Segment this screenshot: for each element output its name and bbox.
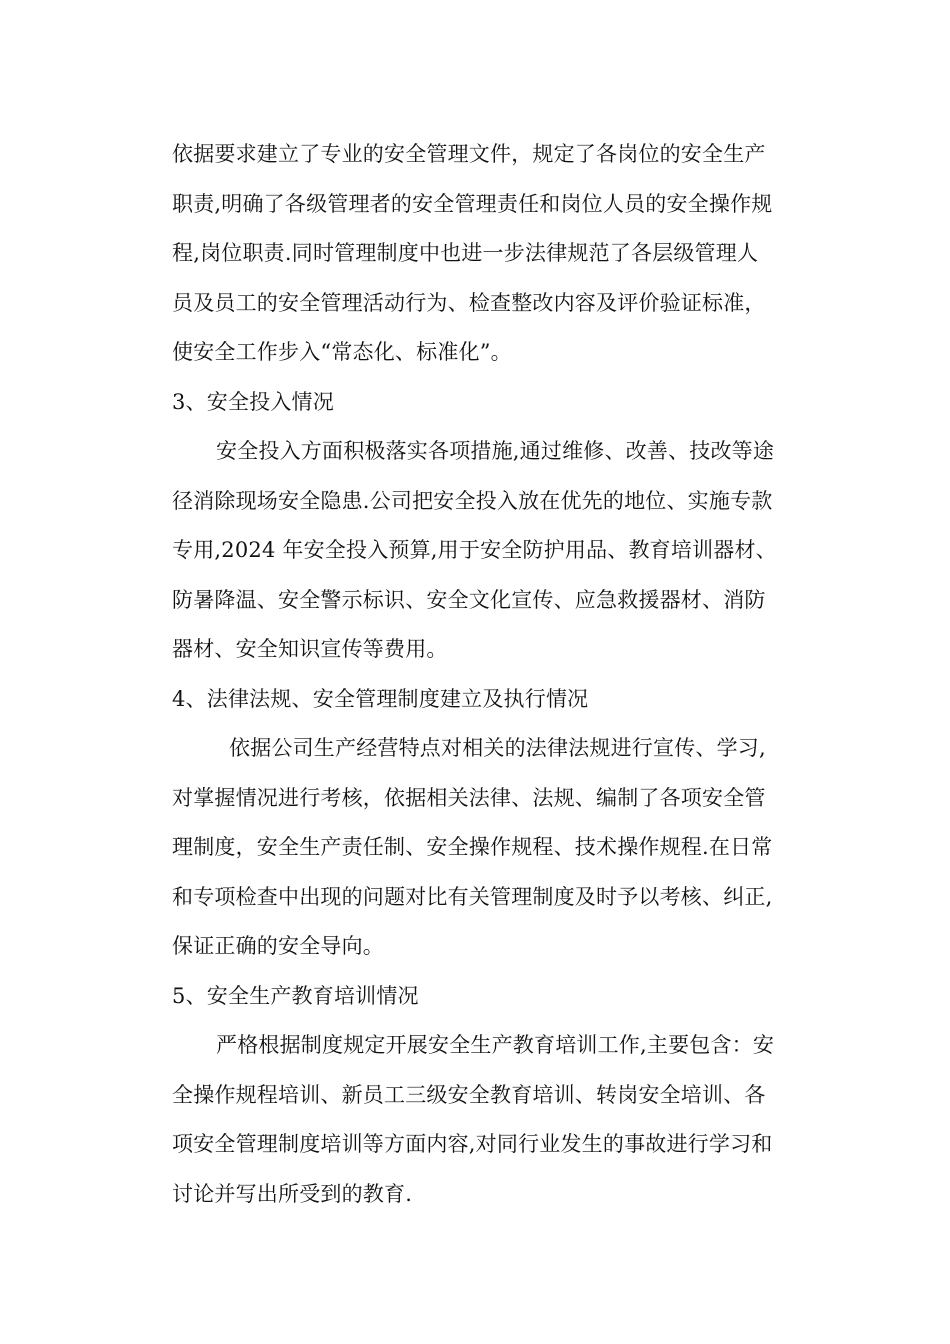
paragraph-line: 全操作规程培训、新员工三级安全教育培训、转岗安全培训、各: [172, 1082, 766, 1107]
paragraph-line: 职责,明确了各级管理者的安全管理责任和岗位人员的安全操作规: [172, 191, 773, 216]
paragraph-line: 专用,2024 年安全投入预算,用于安全防护用品、教育培训器材、: [172, 538, 777, 562]
paragraph-line: 防暑降温、安全警示标识、安全文化宣传、应急救援器材、消防: [172, 587, 766, 612]
paragraph-line: 依据要求建立了专业的安全管理文件，规定了各岗位的安全生产: [172, 142, 766, 166]
paragraph-line: 员及员工的安全管理活动行为、检查整改内容及评价验证标准，: [172, 290, 766, 315]
paragraph-line: 和专项检查中出现的问题对比有关管理制度及时予以考核、纠正,: [172, 884, 773, 909]
paragraph-line: 依据公司生产经营特点对相关的法律法规进行宣传、学习,: [229, 736, 766, 760]
paragraph-line: 使安全工作步入“常态化、标准化”。: [172, 340, 512, 364]
paragraph-line: 讨论并写出所受到的教育.: [172, 1181, 413, 1206]
section-heading: 4、法律法规、安全管理制度建立及执行情况: [172, 686, 589, 711]
paragraph-line: 对掌握情况进行考核，依据相关法律、法规、编制了各项安全管: [172, 785, 766, 810]
section-heading: 5、安全生产教育培训情况: [172, 983, 419, 1008]
paragraph-line: 径消除现场安全隐患.公司把安全投入放在优先的地位、实施专款: [172, 488, 773, 513]
paragraph-line: 保证正确的安全导向。: [172, 934, 384, 958]
document-body: [172, 130, 832, 1219]
paragraph-line: 项安全管理制度培训等方面内容,对同行业发生的事故进行学习和: [172, 1132, 773, 1156]
paragraph-line: 程,岗位职责.同时管理制度中也进一步法律规范了各层级管理人: [172, 241, 759, 265]
paragraph-line: 器材、安全知识宣传等费用。: [172, 637, 448, 661]
paragraph-line: 理制度，安全生产责任制、安全操作规程、技术操作规程.在日常: [172, 835, 773, 859]
section-heading: 3、安全投入情况: [172, 389, 334, 414]
paragraph-line: 安全投入方面积极落实各项措施,通过维修、改善、技改等途: [216, 439, 775, 463]
paragraph-line: 严格根据制度规定开展安全生产教育培训工作,主要包含：安: [216, 1033, 775, 1057]
